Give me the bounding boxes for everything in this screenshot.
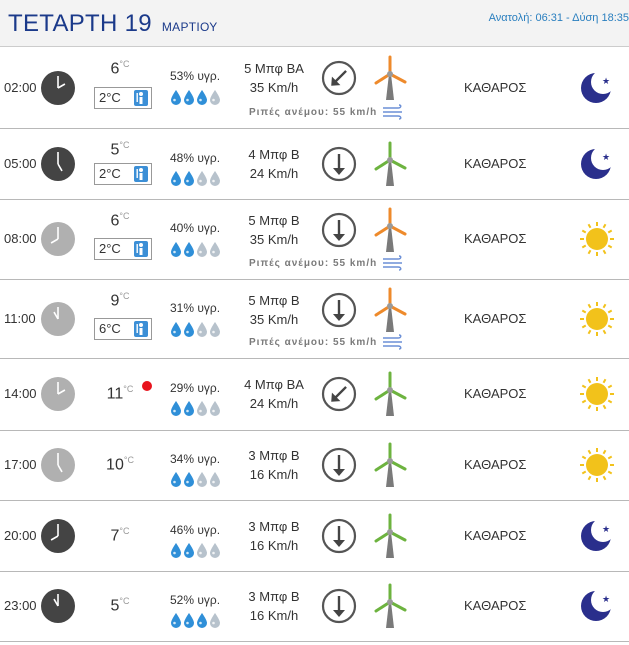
day-header [0, 0, 629, 47]
feels-like-person-icon [134, 166, 148, 188]
temperature-unit: °C [123, 455, 134, 465]
humidity-label: 53% υγρ. [170, 69, 221, 83]
dark-clock-icon [40, 70, 76, 111]
wind-speed: 24 Km/h [249, 396, 299, 411]
temperature-unit: °C [119, 525, 130, 536]
arrow-down-icon [321, 447, 357, 488]
temperature-value: 9 [110, 292, 120, 310]
feels-like-box [94, 87, 152, 109]
orange-turbine-icon [370, 54, 410, 107]
wind-force: 5 Μπφ Β [248, 293, 300, 308]
temperature-value: 10 [106, 456, 124, 474]
humidity-label: 52% υγρ. [170, 593, 221, 607]
moon-icon [578, 145, 616, 188]
forecast-row [0, 358, 629, 431]
humidity-label: 29% υγρ. [170, 381, 221, 395]
light-clock-icon [40, 376, 76, 417]
green-turbine-icon [370, 140, 410, 193]
moon-icon [578, 587, 616, 630]
feels-like-box [94, 238, 152, 260]
forecast-row [0, 199, 629, 280]
feels-like-value: 2°C [99, 241, 121, 256]
humidity-label: 40% υγρ. [170, 221, 221, 235]
temperature [100, 526, 140, 545]
temperature-value: 11 [106, 385, 124, 403]
time-label: 14:00 [4, 386, 37, 401]
wind-force: 3 Μπφ Β [248, 589, 300, 604]
condition-label: ΚΑΘΑΡΟΣ [464, 155, 527, 171]
forecast-row [0, 500, 629, 572]
temperature [100, 291, 140, 310]
moon-icon [578, 517, 616, 560]
wind-speed: 16 Km/h [249, 467, 299, 482]
svg-text:★: ★ [602, 76, 611, 87]
temperature-value: 7 [110, 526, 120, 544]
time-label: 20:00 [4, 527, 37, 543]
orange-turbine-icon [370, 286, 410, 339]
day-label: ΤΕΤΑΡΤΗ 19 [8, 10, 152, 37]
month-label: ΜΑΡΤΙΟΥ [161, 20, 218, 34]
temperature-value: 5 [110, 141, 120, 159]
humidity-drops-icon [170, 89, 220, 110]
temperature-unit: °C [119, 291, 130, 301]
svg-text:★: ★ [602, 595, 611, 605]
time-label: 23:00 [4, 598, 37, 613]
humidity-drops-icon [170, 542, 220, 563]
temperature-value: 5 [110, 597, 120, 615]
temperature-unit: °C [119, 140, 130, 150]
feels-like-box [94, 163, 152, 185]
wind-force: 5 Μπφ ΒΑ [244, 61, 304, 76]
dark-clock-icon [40, 518, 76, 559]
feels-like-person-icon [134, 90, 148, 112]
wind-force: 5 Μπφ Β [248, 213, 300, 228]
condition-label: ΚΑΘΑΡΟΣ [464, 79, 527, 95]
light-clock-icon [40, 221, 76, 262]
humidity-drops-icon [170, 170, 220, 191]
forecast-row [0, 279, 629, 359]
feels-like-person-icon [134, 321, 148, 343]
condition-label: ΚΑΘΑΡΟΣ [464, 598, 527, 613]
feels-like-value: 6°C [99, 320, 121, 336]
condition-label: ΚΑΘΑΡΟΣ [464, 386, 527, 401]
humidity-drops-icon [170, 612, 220, 633]
arrow-down-left-icon [321, 60, 357, 101]
feels-like-person-icon [134, 241, 148, 263]
temperature [100, 455, 140, 474]
wind-force: 3 Μπφ Β [248, 518, 300, 534]
temperature [100, 59, 140, 78]
time-label: 11:00 [4, 310, 36, 326]
arrow-down-left-icon [321, 376, 357, 417]
wind-force: 4 Μπφ Β [248, 146, 300, 162]
time-label: 17:00 [4, 457, 37, 472]
arrow-down-icon [321, 588, 357, 629]
wind-gust-label: Ριπές ανέμου: 55 km/h [249, 337, 378, 348]
wind-speed: 16 Km/h [249, 537, 299, 553]
green-turbine-icon [370, 582, 410, 635]
green-turbine-icon [370, 441, 410, 494]
wind-gust-icon [382, 334, 404, 355]
forecast-row [0, 47, 629, 129]
temperature-value: 6 [110, 60, 120, 78]
day-title [8, 10, 218, 38]
time-label: 08:00 [4, 231, 37, 246]
temperature-unit: °C [119, 211, 130, 221]
arrow-down-icon [321, 518, 357, 559]
svg-text:★: ★ [602, 152, 611, 163]
arrow-down-icon [321, 292, 357, 333]
sun-icon [578, 300, 616, 343]
wind-gust-icon [382, 255, 404, 276]
sunrise-sunset: Ανατολή: 06:31 - Δύση 18:35 [488, 12, 629, 24]
time-label: 02:00 [4, 79, 37, 95]
svg-text:★: ★ [602, 524, 611, 535]
forecast-row [0, 571, 629, 642]
arrow-down-icon [321, 146, 357, 187]
wind-force: 4 Μπφ ΒΑ [244, 377, 304, 392]
temperature [100, 384, 140, 403]
feels-like-box [94, 318, 152, 340]
dark-clock-icon [40, 588, 76, 629]
humidity-drops-icon [170, 471, 220, 492]
green-turbine-icon [370, 370, 410, 423]
sun-icon [578, 446, 616, 489]
forecast-row [0, 430, 629, 501]
temperature-value: 6 [110, 212, 120, 230]
time-label: 05:00 [4, 155, 37, 171]
forecast-row [0, 128, 629, 200]
wind-speed: 35 Km/h [249, 232, 299, 247]
condition-label: ΚΑΘΑΡΟΣ [464, 457, 527, 472]
arrow-down-icon [321, 212, 357, 253]
humidity-label: 46% υγρ. [170, 522, 221, 537]
humidity-drops-icon [170, 241, 220, 262]
wind-speed: 35 Km/h [249, 312, 299, 327]
temperature [100, 140, 140, 159]
moon-icon [578, 69, 616, 112]
humidity-label: 31% υγρ. [170, 301, 221, 315]
wind-gust-label: Ριπές ανέμου: 55 km/h [249, 258, 378, 269]
temperature-unit: °C [119, 596, 130, 606]
wind-gust-icon [382, 104, 404, 125]
wind-force: 3 Μπφ Β [248, 448, 300, 463]
light-clock-icon [40, 301, 76, 342]
orange-turbine-icon [370, 206, 410, 259]
humidity-label: 48% υγρ. [170, 150, 221, 165]
max-temp-marker [142, 381, 152, 391]
light-clock-icon [40, 447, 76, 488]
temperature-unit: °C [123, 384, 134, 394]
sun-icon [578, 220, 616, 263]
wind-speed: 35 Km/h [249, 80, 299, 95]
condition-label: ΚΑΘΑΡΟΣ [464, 310, 527, 326]
dark-clock-icon [40, 146, 76, 187]
wind-speed: 16 Km/h [249, 608, 299, 623]
wind-speed: 24 Km/h [249, 165, 299, 181]
humidity-drops-icon [170, 400, 220, 421]
feels-like-value: 2°C [99, 165, 121, 181]
temperature [100, 596, 140, 615]
humidity-label: 34% υγρ. [170, 452, 221, 466]
humidity-drops-icon [170, 321, 220, 342]
wind-gust-label: Ριπές ανέμου: 55 km/h [249, 107, 378, 118]
condition-label: ΚΑΘΑΡΟΣ [464, 527, 527, 543]
feels-like-value: 2°C [99, 89, 121, 105]
temperature-unit: °C [119, 59, 130, 69]
temperature [100, 211, 140, 230]
condition-label: ΚΑΘΑΡΟΣ [464, 231, 527, 246]
sun-icon [578, 375, 616, 418]
green-turbine-icon [370, 512, 410, 565]
